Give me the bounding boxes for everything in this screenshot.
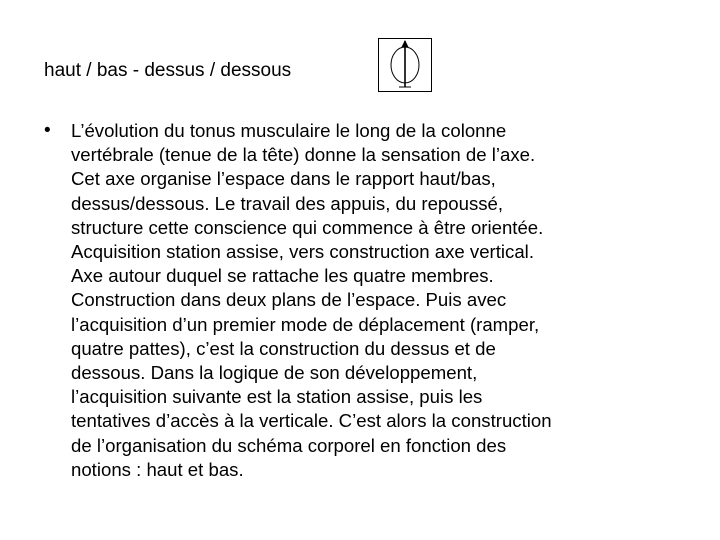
paragraph-line: vertébrale (tenue de la tête) donne la sensation de l’axe. xyxy=(71,144,536,166)
bullet-marker: • xyxy=(44,120,51,141)
vertical-axis-circle-icon xyxy=(378,38,432,92)
paragraph-line: Axe autour duquel se rattache les quatre membres. xyxy=(71,265,494,287)
paragraph-line: l’acquisition d’un premier mode de déplacement (ramper, xyxy=(71,313,540,335)
paragraph-line: notions : haut et bas. xyxy=(71,458,244,480)
paragraph-line: Construction dans deux plans de l’espace. Puis avec xyxy=(71,289,507,311)
paragraph-line: l’acquisition suivante est la station assise, puis les xyxy=(71,386,483,408)
paragraph-line: dessous. Dans la logique de son développement, xyxy=(71,362,478,384)
paragraph-line: tentatives d’accès à la verticale. C’est alors la construction xyxy=(71,410,552,432)
slide-heading: haut / bas - dessus / dessous xyxy=(44,60,292,81)
paragraph-line: L’évolution du tonus musculaire le long de la colonne xyxy=(71,120,507,141)
paragraph-line: Acquisition station assise, vers construction axe vertical. xyxy=(71,241,534,263)
paragraph-line: Cet axe organise l’espace dans le rapport haut/bas, xyxy=(71,168,496,190)
paragraph-line: de l’organisation du schéma corporel en fonction des xyxy=(71,434,507,456)
bullet-paragraph xyxy=(71,119,701,482)
paragraph-line: quatre pattes), c’est la construction du dessus et de xyxy=(71,337,496,359)
paragraph-line: dessus/dessous. Le travail des appuis, du repoussé, xyxy=(71,192,504,214)
paragraph-line: structure cette conscience qui commence à être orientée. xyxy=(71,216,544,238)
